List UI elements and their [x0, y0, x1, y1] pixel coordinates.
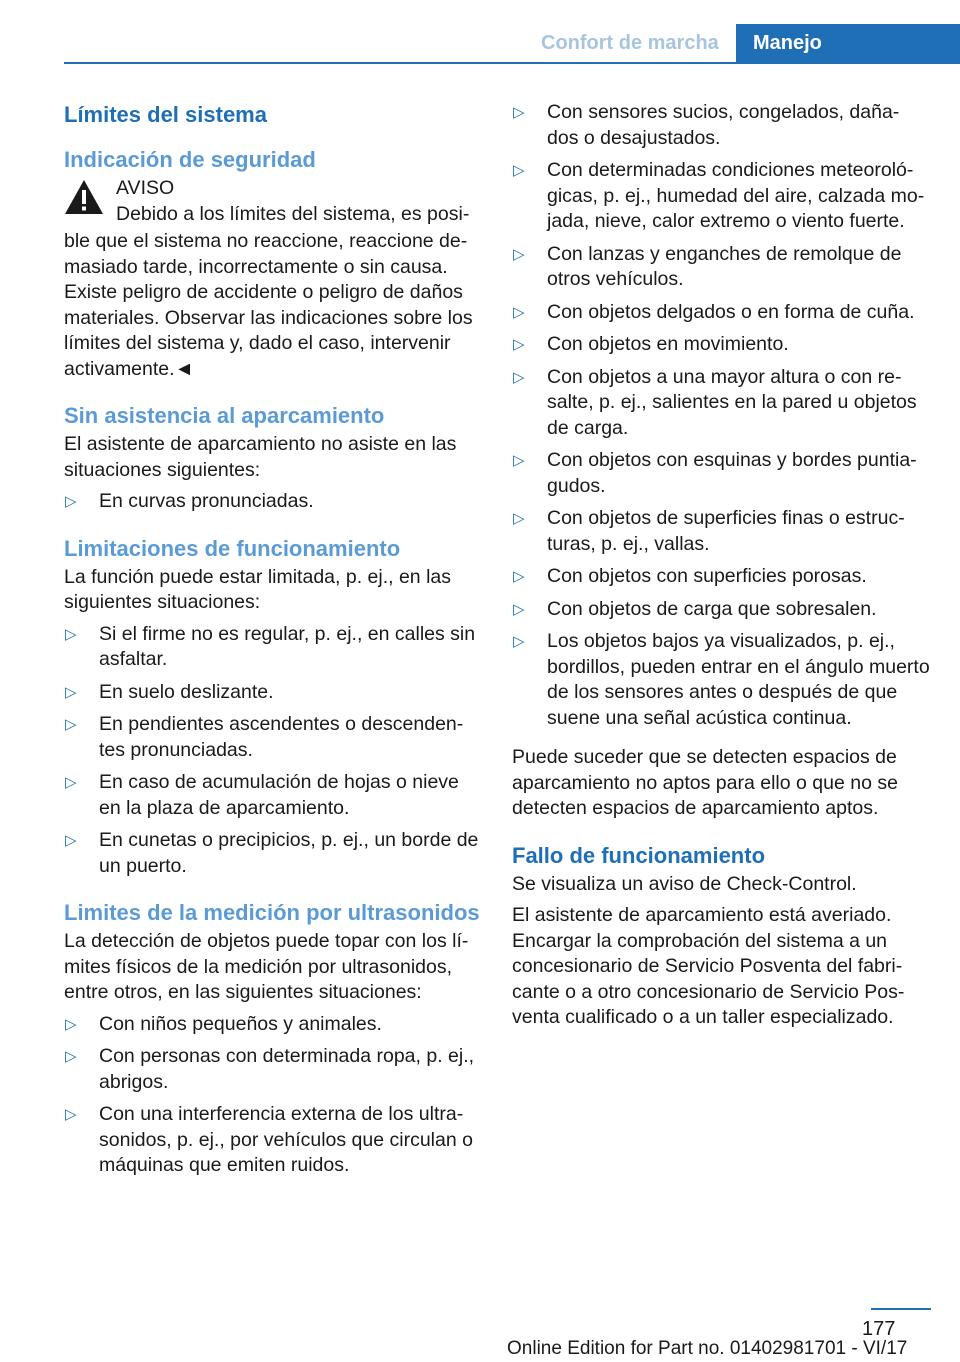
list-item-text: Con objetos con superficies porosas.	[547, 565, 867, 587]
bullet-triangle-icon: ▷	[513, 303, 525, 321]
parking-space-text: Puede suceder que se detecten espacios de aparcamiento no aptos para ello o que no se detecten espacios de aparcamiento aptos.	[512, 746, 898, 819]
bullet-triangle-icon: ▷	[513, 162, 525, 179]
list-item	[512, 242, 930, 293]
list-item-text: Con objetos de superficies finas o estruc-turas, p. ej., vallas.	[547, 507, 905, 555]
right-column	[512, 100, 930, 1037]
list-item-text: Con objetos delgados o en forma de cuña.	[547, 300, 915, 323]
ultrasonic-text: La detección de objetos puede topar con los lí-mites físicos de la medición por ultrasonidos, entre otros, en las siguientes situaciones:	[64, 930, 469, 1003]
list-item	[64, 680, 482, 706]
heading-system-limits: Límites del sistema	[64, 102, 267, 127]
list-item	[512, 100, 930, 151]
left-column	[64, 100, 482, 1193]
ultrasonic-list	[64, 1012, 482, 1179]
bullet-triangle-icon: ▷	[513, 633, 525, 650]
list-item-text: Los objetos bajos ya visualizados, p. ej., bordillos, pueden entrar en el ángulo muerto de los sensores antes o después de que suene una señal acústica continua.	[547, 630, 930, 729]
bullet-triangle-icon: ▷	[513, 245, 525, 263]
list-item	[64, 1012, 482, 1038]
list-item-text: Si el firme no es regular, p. ej., en calles sin asfaltar.	[99, 622, 476, 670]
list-item-text: Con objetos de carga que sobresalen.	[547, 597, 877, 620]
bullet-triangle-icon: ▷	[513, 368, 525, 386]
bullet-triangle-icon: ▷	[513, 568, 525, 585]
footer-edition: Online Edition for Part no. 01402981701 - VI/17	[507, 1338, 908, 1359]
bullet-triangle-icon: ▷	[65, 1106, 77, 1123]
bullet-triangle-icon: ▷	[513, 452, 525, 469]
heading-safety: Indicación de seguridad	[64, 147, 316, 172]
bullet-triangle-icon: ▷	[513, 336, 525, 353]
list-item-text: Con sensores sucios, congelados, daña-dos o desajustados.	[547, 101, 900, 149]
bullet-triangle-icon: ▷	[513, 600, 525, 618]
limitations-text: La función puede estar limitada, p. ej., en las siguientes situaciones:	[64, 565, 451, 613]
failure-text-2: El asistente de aparcamiento está averiado. Encargar la comprobación del sistema a un concesionario de Servicio Posventa del fabri-cante o a otro concesionario de Servicio Pos-venta cualificado o a un taller especializado.	[512, 904, 905, 1028]
list-item-text: Con personas con determinada ropa, p. ej., abrigos.	[99, 1045, 475, 1093]
heading-no-assist: Sin asistencia al aparcamiento	[64, 403, 385, 428]
list-item	[512, 365, 930, 442]
limitations-list	[64, 622, 482, 880]
warning-label: AVISO	[116, 177, 175, 199]
list-item-text: En cunetas o precipicios, p. ej., un borde de un puerto.	[99, 829, 479, 877]
list-item-text: En curvas pronunciadas.	[99, 490, 314, 512]
list-item-text: En suelo deslizante.	[99, 680, 274, 703]
heading-ultrasonic: Limites de la medición por ultrasonidos	[64, 900, 480, 925]
list-item-text: En caso de acumulación de hojas o nieve en la plaza de aparcamiento.	[99, 771, 459, 819]
list-item	[64, 489, 482, 515]
list-item-text: En pendientes ascendentes o descenden-tes pronunciadas.	[99, 713, 464, 761]
list-item-text: Con niños pequeños y animales.	[99, 1012, 382, 1035]
list-item-text: Con objetos en movimiento.	[547, 333, 789, 355]
warning-text: ble que el sistema no reaccione, reaccione de-masiado tarde, incorrectamente o sin causa. Existe peligro de accidente o peligro de daños materiales. Observar las indicaciones sobre los límites del sistema y, dado el caso, intervenir activamente.◄	[64, 230, 473, 380]
list-item	[64, 712, 482, 763]
list-item	[512, 332, 930, 358]
bullet-triangle-icon: ▷	[65, 493, 77, 510]
list-item-text: Con una interferencia externa de los ultra-sonidos, p. ej., por vehículos que circulan o máquinas que emiten ruidos.	[99, 1103, 473, 1176]
bullet-triangle-icon: ▷	[513, 510, 525, 527]
list-item	[512, 506, 930, 557]
warning-first-line: Debido a los límites del sistema, es posi-	[116, 202, 470, 225]
list-item	[64, 1044, 482, 1095]
list-item	[64, 770, 482, 821]
header-rule	[64, 62, 960, 64]
heading-limitations: Limitaciones de funcionamiento	[64, 535, 401, 561]
list-item-text: Con lanzas y enganches de remolque de otros vehículos.	[547, 242, 902, 290]
bullet-triangle-icon: ▷	[513, 104, 525, 121]
tab-manejo[interactable]: Manejo	[736, 24, 960, 62]
tab-confort-de-marcha[interactable]: Confort de marcha	[541, 32, 719, 54]
heading-failure: Fallo de funcionamiento	[512, 842, 766, 868]
no-assist-text: El asistente de aparcamiento no asiste en las situaciones siguientes:	[64, 433, 457, 481]
no-assist-list	[64, 489, 482, 515]
list-item	[512, 564, 930, 590]
ultrasonic-list-continued	[512, 100, 930, 731]
list-item	[64, 828, 482, 879]
footer-rule	[871, 1308, 931, 1310]
list-item-text: Con determinadas condiciones meteoroló-gicas, p. ej., humedad del aire, calzada mo-jada, nieve, calor extremo o viento fuerte.	[547, 159, 925, 232]
list-item	[512, 629, 930, 731]
bullet-triangle-icon: ▷	[65, 774, 77, 791]
bullet-triangle-icon: ▷	[65, 832, 77, 849]
failure-text-1: Se visualiza un aviso de Check-Control.	[512, 872, 857, 895]
list-item	[512, 448, 930, 499]
list-item-text: Con objetos con esquinas y bordes puntia-gudos.	[547, 449, 917, 497]
warning-triangle-icon	[64, 179, 104, 215]
list-item	[64, 1102, 482, 1179]
list-item	[64, 622, 482, 673]
list-item	[512, 158, 930, 235]
page-number: 177	[862, 1318, 896, 1340]
bullet-triangle-icon: ▷	[65, 716, 77, 733]
bullet-triangle-icon: ▷	[65, 1048, 77, 1065]
list-item	[512, 300, 930, 326]
list-item	[512, 597, 930, 623]
list-item-text: Con objetos a una mayor altura o con re-salte, p. ej., salientes en la pared u objetos de carga.	[547, 365, 917, 439]
bullet-triangle-icon: ▷	[65, 1015, 77, 1033]
page-header	[0, 24, 960, 64]
bullet-triangle-icon: ▷	[65, 625, 77, 643]
warning-block	[64, 176, 482, 227]
bullet-triangle-icon: ▷	[65, 683, 77, 701]
